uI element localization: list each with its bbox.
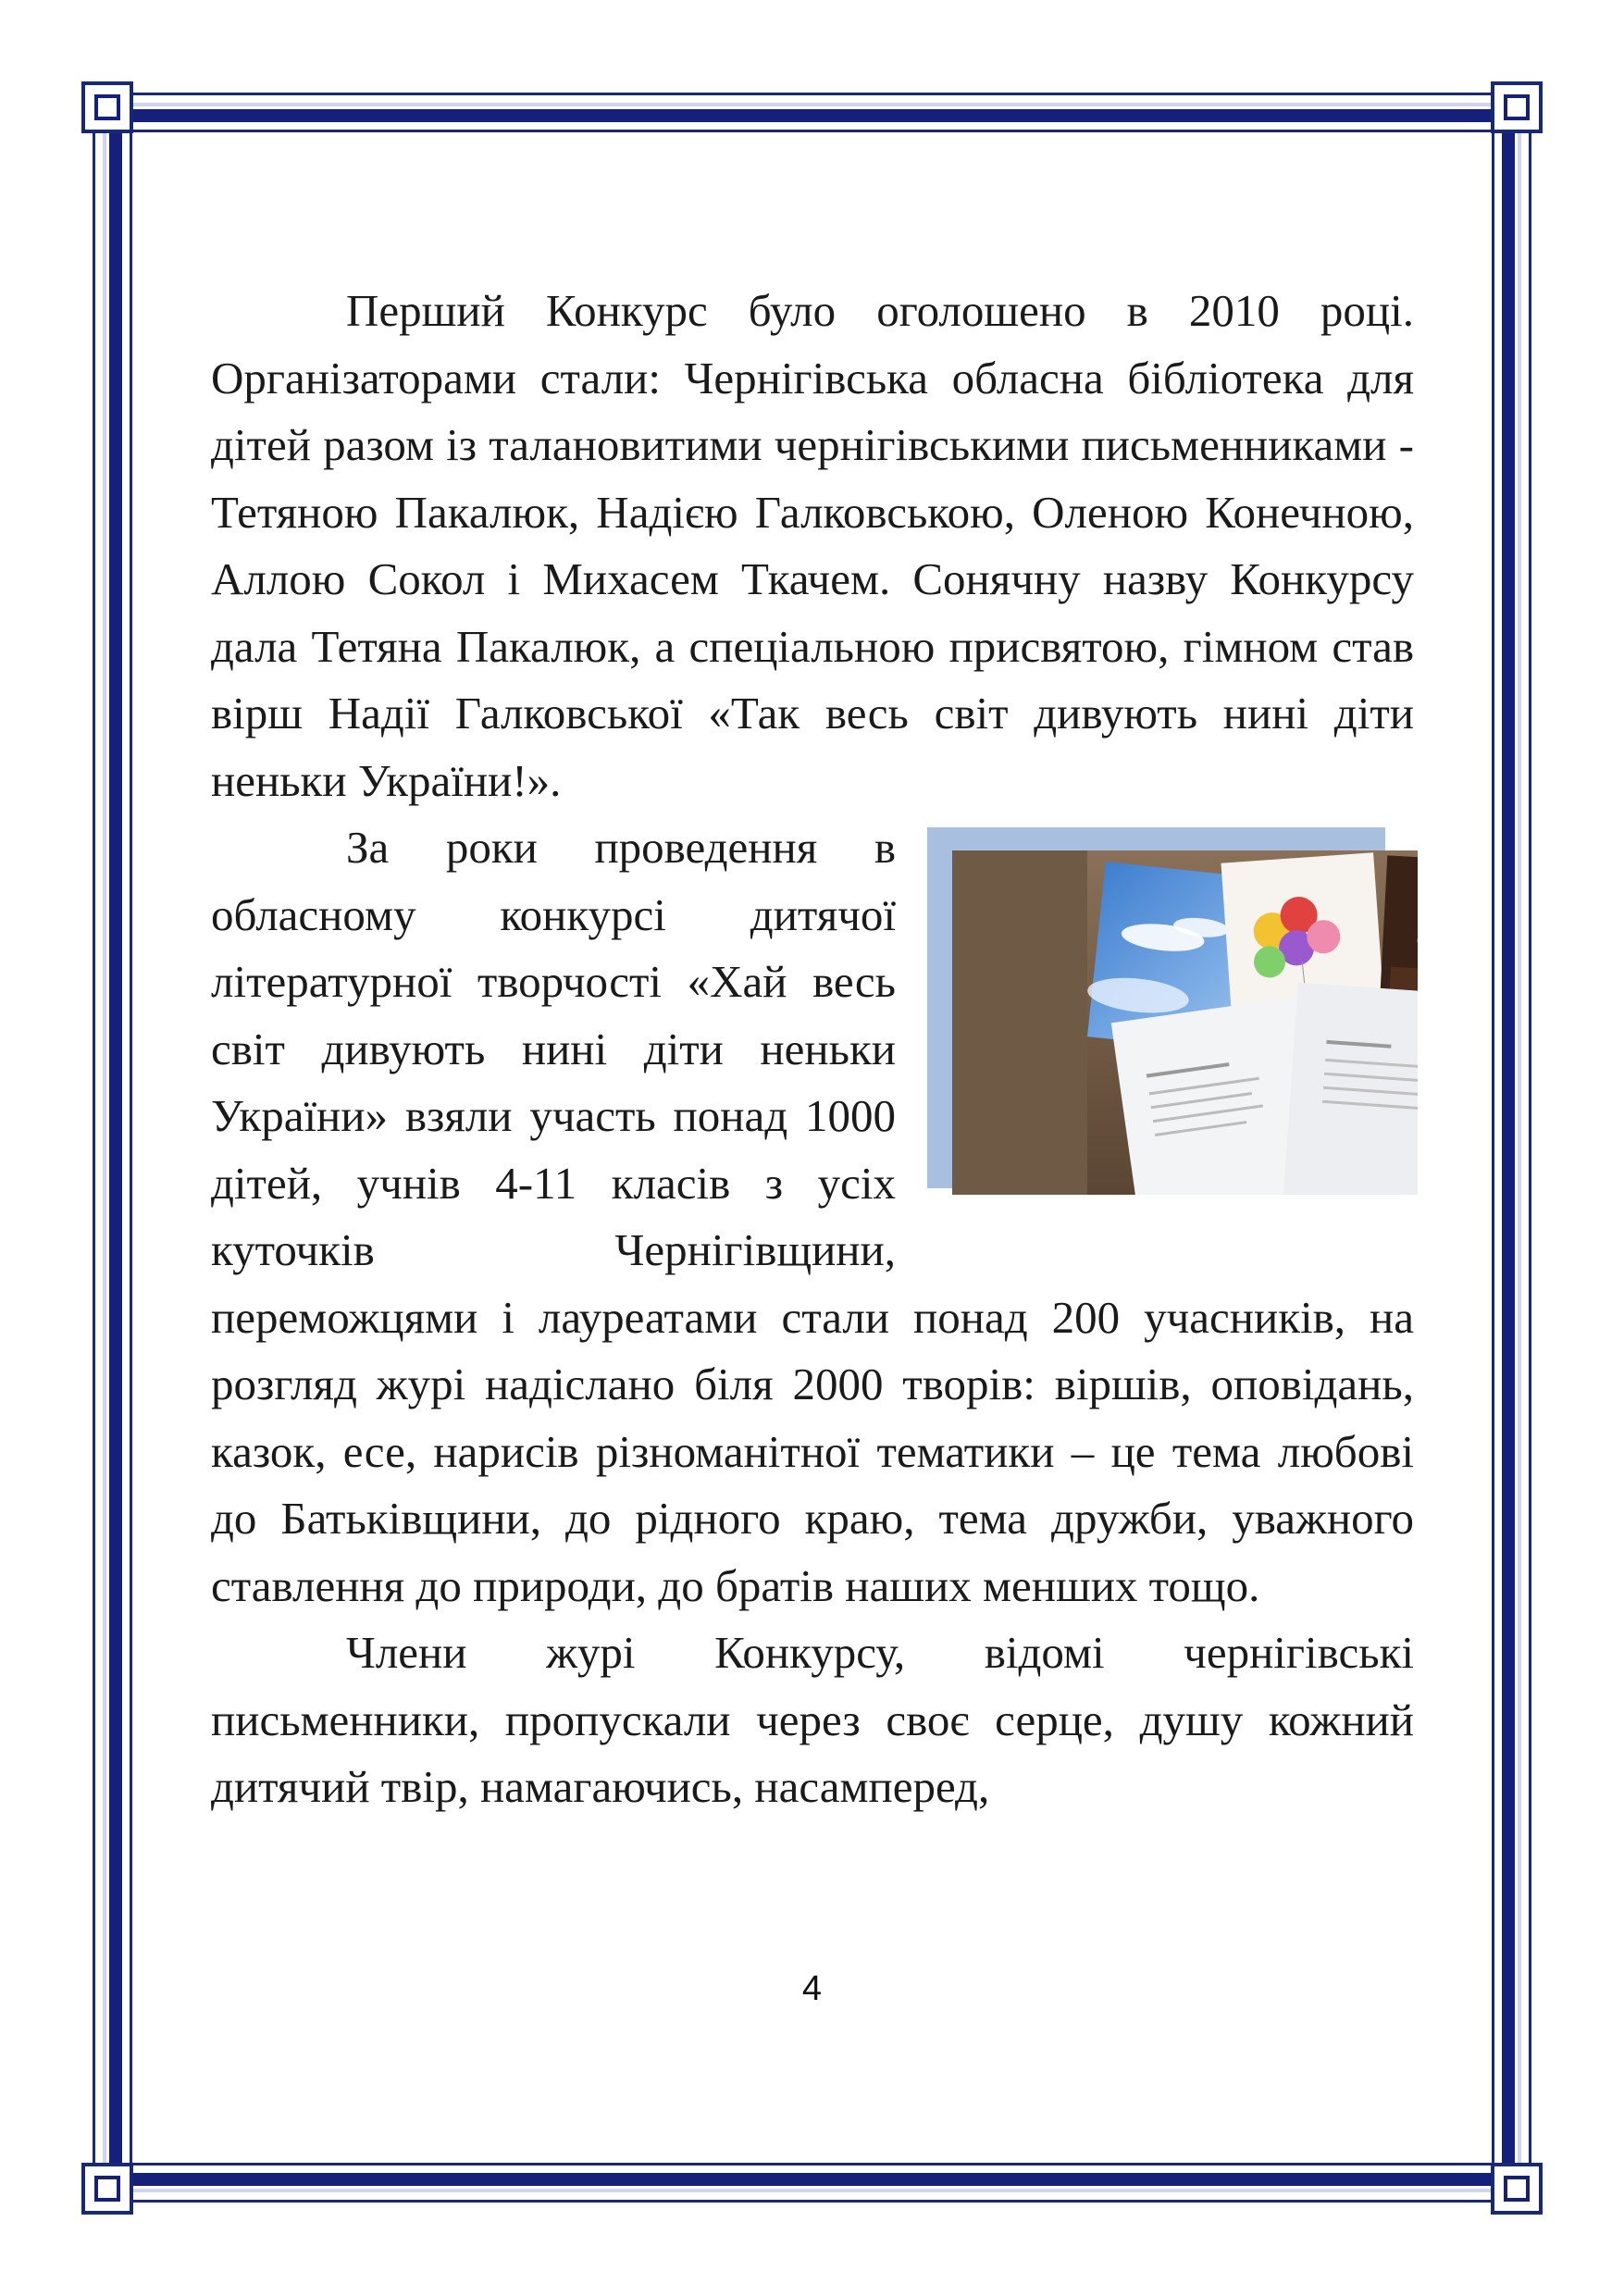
page-content [211, 278, 1414, 1821]
frame-corner-ornament [81, 81, 133, 133]
contest-booklets-photo [952, 850, 1418, 1195]
paragraph-jury: Члени журі Конкурсу, відомі чернігівські письменники, пропускали через своє серце, душу кожний дитячий твір, намагаючись, насамперед, [211, 1627, 1414, 1812]
page-number: 4 [801, 1969, 823, 2008]
photo-illustration [1087, 850, 1418, 1195]
paragraph-intro: Перший Конкурс було оголошено в 2010 році. Організаторами стали: Чернігівська обласна бібліотека для дітей разом із талановитими чернігівськими письменниками - Тетяною Пакалюк, Надією Галковською, Оленою Конечною, Аллою Сокол і Михасем Ткачем. Сонячну назву Конкурсу дала Тетяна Пакалюк, а спеціальною присвятою, гімном став вірш Надії Галковської «Так весь світ дивують нині діти неньки України!». [211, 285, 1414, 806]
contest-photo [927, 827, 1418, 1216]
frame-corner-ornament [1491, 2163, 1543, 2215]
paragraph-statistics [211, 814, 1414, 1620]
frame-corner-ornament [1491, 81, 1543, 133]
frame-corner-ornament [81, 2163, 133, 2215]
paragraph-statistics-text: За роки проведення в обласному конкурсі дитячої літературної творчості «Хай весь світ дивують нині діти неньки України» взяли участь понад 1000 дітей, учнів 4-11 класів з усіх куточків Чернігівщини, переможцями і лауреатами стали понад 200 учасників, на розгляд журі надіслано біля 2000 творів: віршів, оповідань, казок, есе, нарисів різноманітної тематики – це тема любові до Батьківщини, до рідного краю, тема дружби, уважного ставлення до природи, до братів наших менших тощо. [211, 822, 1414, 1611]
